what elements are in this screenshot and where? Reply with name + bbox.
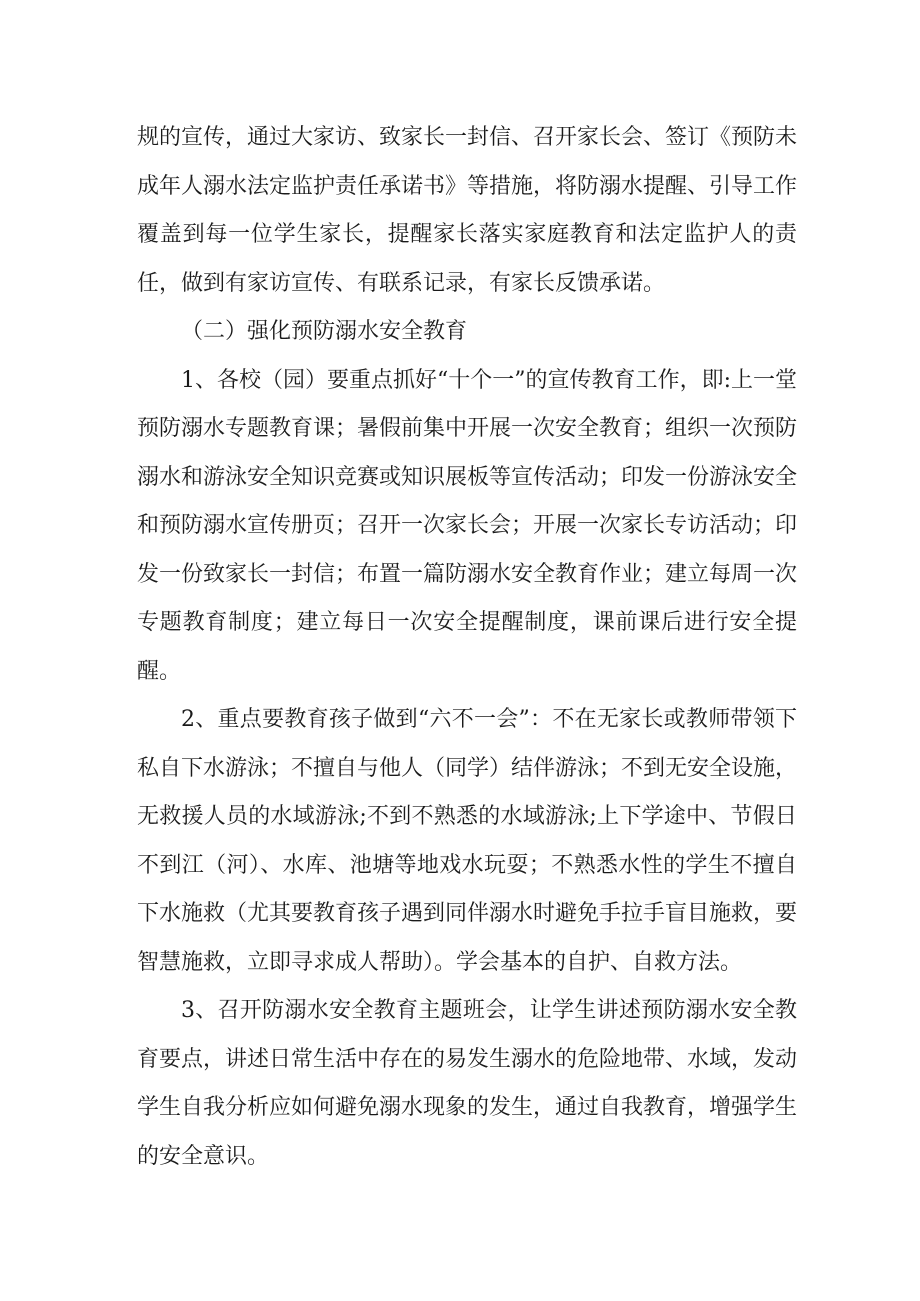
section-heading: （二）强化预防溺水安全教育 (181, 319, 468, 344)
paragraph-item-3: 3、召开防溺水安全教育主题班会，让学生讲述预防溺水安全教育要点，讲述日常生活中存在的易发生溺水的危险地带、水域，发动学生自我分析应如何避免溺水现象的发生，通过自我教育，增强学生的安全意识。 (137, 998, 798, 1169)
paragraph-item-1: 1、各校（园）要重点抓好“十个一”的宣传教育工作，即:上一堂预防溺水专题教育课；暑假前集中开展一次安全教育；组织一次预防溺水和游泳安全知识竞赛或知识展板等宣传活动；印发一份游泳安全和预防溺水宣传册页；召开一次家长会；开展一次家长专访活动；印发一份致家长一封信；布置一篇防溺水安全教育作业；建立每周一次专题教育制度；建立每日一次安全提醒制度，课前课后进行安全提醒。 (137, 367, 798, 684)
paragraph-item-2: 2、重点要教育孩子做到“六不一会”：不在无家长或教师带领下私自下水游泳；不擅自与他人（同学）结伴游泳；不到无安全设施，无救援人员的水域游泳;不到不熟悉的水域游泳;上下学途中、节假日不到江（河）、水库、池塘等地戏水玩耍；不熟悉水性的学生不擅自下水施救（尤其要教育孩子遇到同伴溺水时避免手拉手盲目施救，要智慧施救，立即寻求成人帮助）。学会基本的自护、自救方法。 (137, 707, 798, 975)
paragraph-continuation: 规的宣传，通过大家访、致家长一封信、召开家长会、签订《预防未成年人溺水法定监护责任承诺书》等措施，将防溺水提醒、引导工作覆盖到每一位学生家长，提醒家长落实家庭教育和法定监护人的责任，做到有家访宣传、有联系记录，有家长反馈承诺。 (137, 125, 798, 296)
document-body (137, 114, 797, 1181)
